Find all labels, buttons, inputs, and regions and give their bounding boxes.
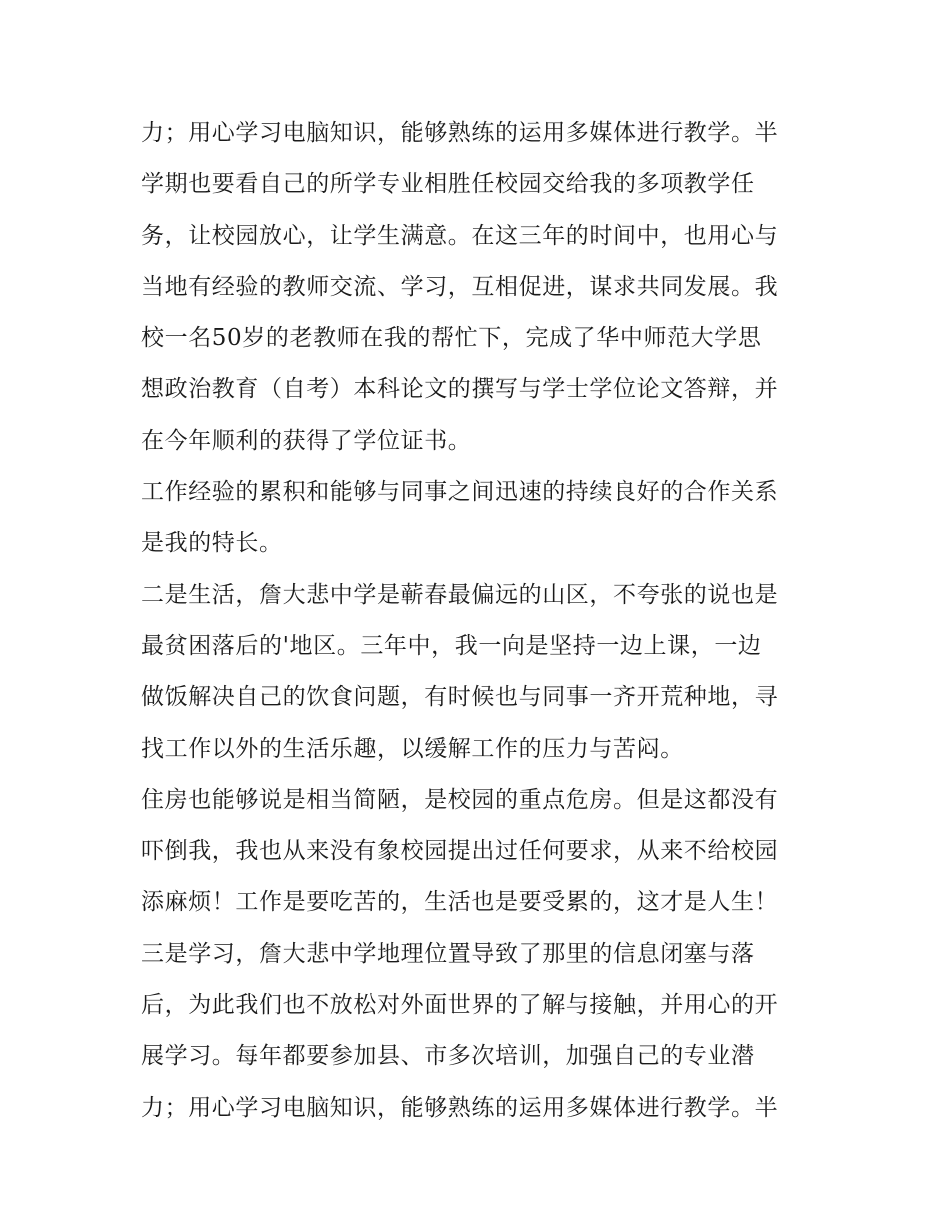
text-line: 后，为此我们也不放松对外面世界的了解与接触，并用心的开 xyxy=(141,992,779,1019)
document-body xyxy=(141,108,821,1134)
text-line: 校一名50岁的老教师在我的帮忙下，完成了华中师范大学思 xyxy=(141,325,762,352)
text-line: 做饭解决自己的饮食问题，有时候也与同事一齐开荒种地，寻 xyxy=(141,684,779,711)
text-line: 当地有经验的教师交流、学习，互相促进，谋求共同发展。我 xyxy=(141,273,779,300)
text-line: 力；用心学习电脑知识，能够熟练的运用多媒体进行教学。半 xyxy=(141,1094,779,1121)
text-line: 三是学习，詹大悲中学地理位置导致了那里的信息闭塞与落 xyxy=(141,940,755,967)
text-line: 务，让校园放心，让学生满意。在这三年的时间中，也用心与 xyxy=(141,222,779,249)
text-line: 在今年顺利的获得了学位证书。 xyxy=(141,427,472,454)
text-line: 二是生活，詹大悲中学是蕲春最偏远的山区，不夸张的说也是 xyxy=(141,581,779,608)
text-line: 住房也能够说是相当简陋，是校园的重点危房。但是这都没有 xyxy=(141,786,779,813)
text-line: 展学习。每年都要参加县、市多次培训，加强自己的专业潜 xyxy=(141,1043,755,1070)
text-line: 找工作以外的生活乐趣，以缓解工作的压力与苦闷。 xyxy=(141,735,684,762)
text-line: 最贫困落后的'地区。三年中，我一向是坚持一边上课，一边 xyxy=(141,632,762,659)
text-line: 吓倒我，我也从来没有象校园提出过任何要求，从来不给校园 xyxy=(141,838,779,865)
text-line: 工作经验的累积和能够与同事之间迅速的持续良好的合作关系 xyxy=(141,479,779,506)
text-line: 力；用心学习电脑知识，能够熟练的运用多媒体进行教学。半 xyxy=(141,120,779,146)
text-line: 添麻烦！工作是要吃苦的，生活也是要受累的，这才是人生！ xyxy=(141,889,779,916)
text-line: 学期也要看自己的所学专业相胜任校园交给我的多项教学任 xyxy=(141,171,755,198)
text-line: 想政治教育（自考）本科论文的撰写与学士学位论文答辩，并 xyxy=(141,376,779,403)
text-line: 是我的特长。 xyxy=(141,530,283,557)
